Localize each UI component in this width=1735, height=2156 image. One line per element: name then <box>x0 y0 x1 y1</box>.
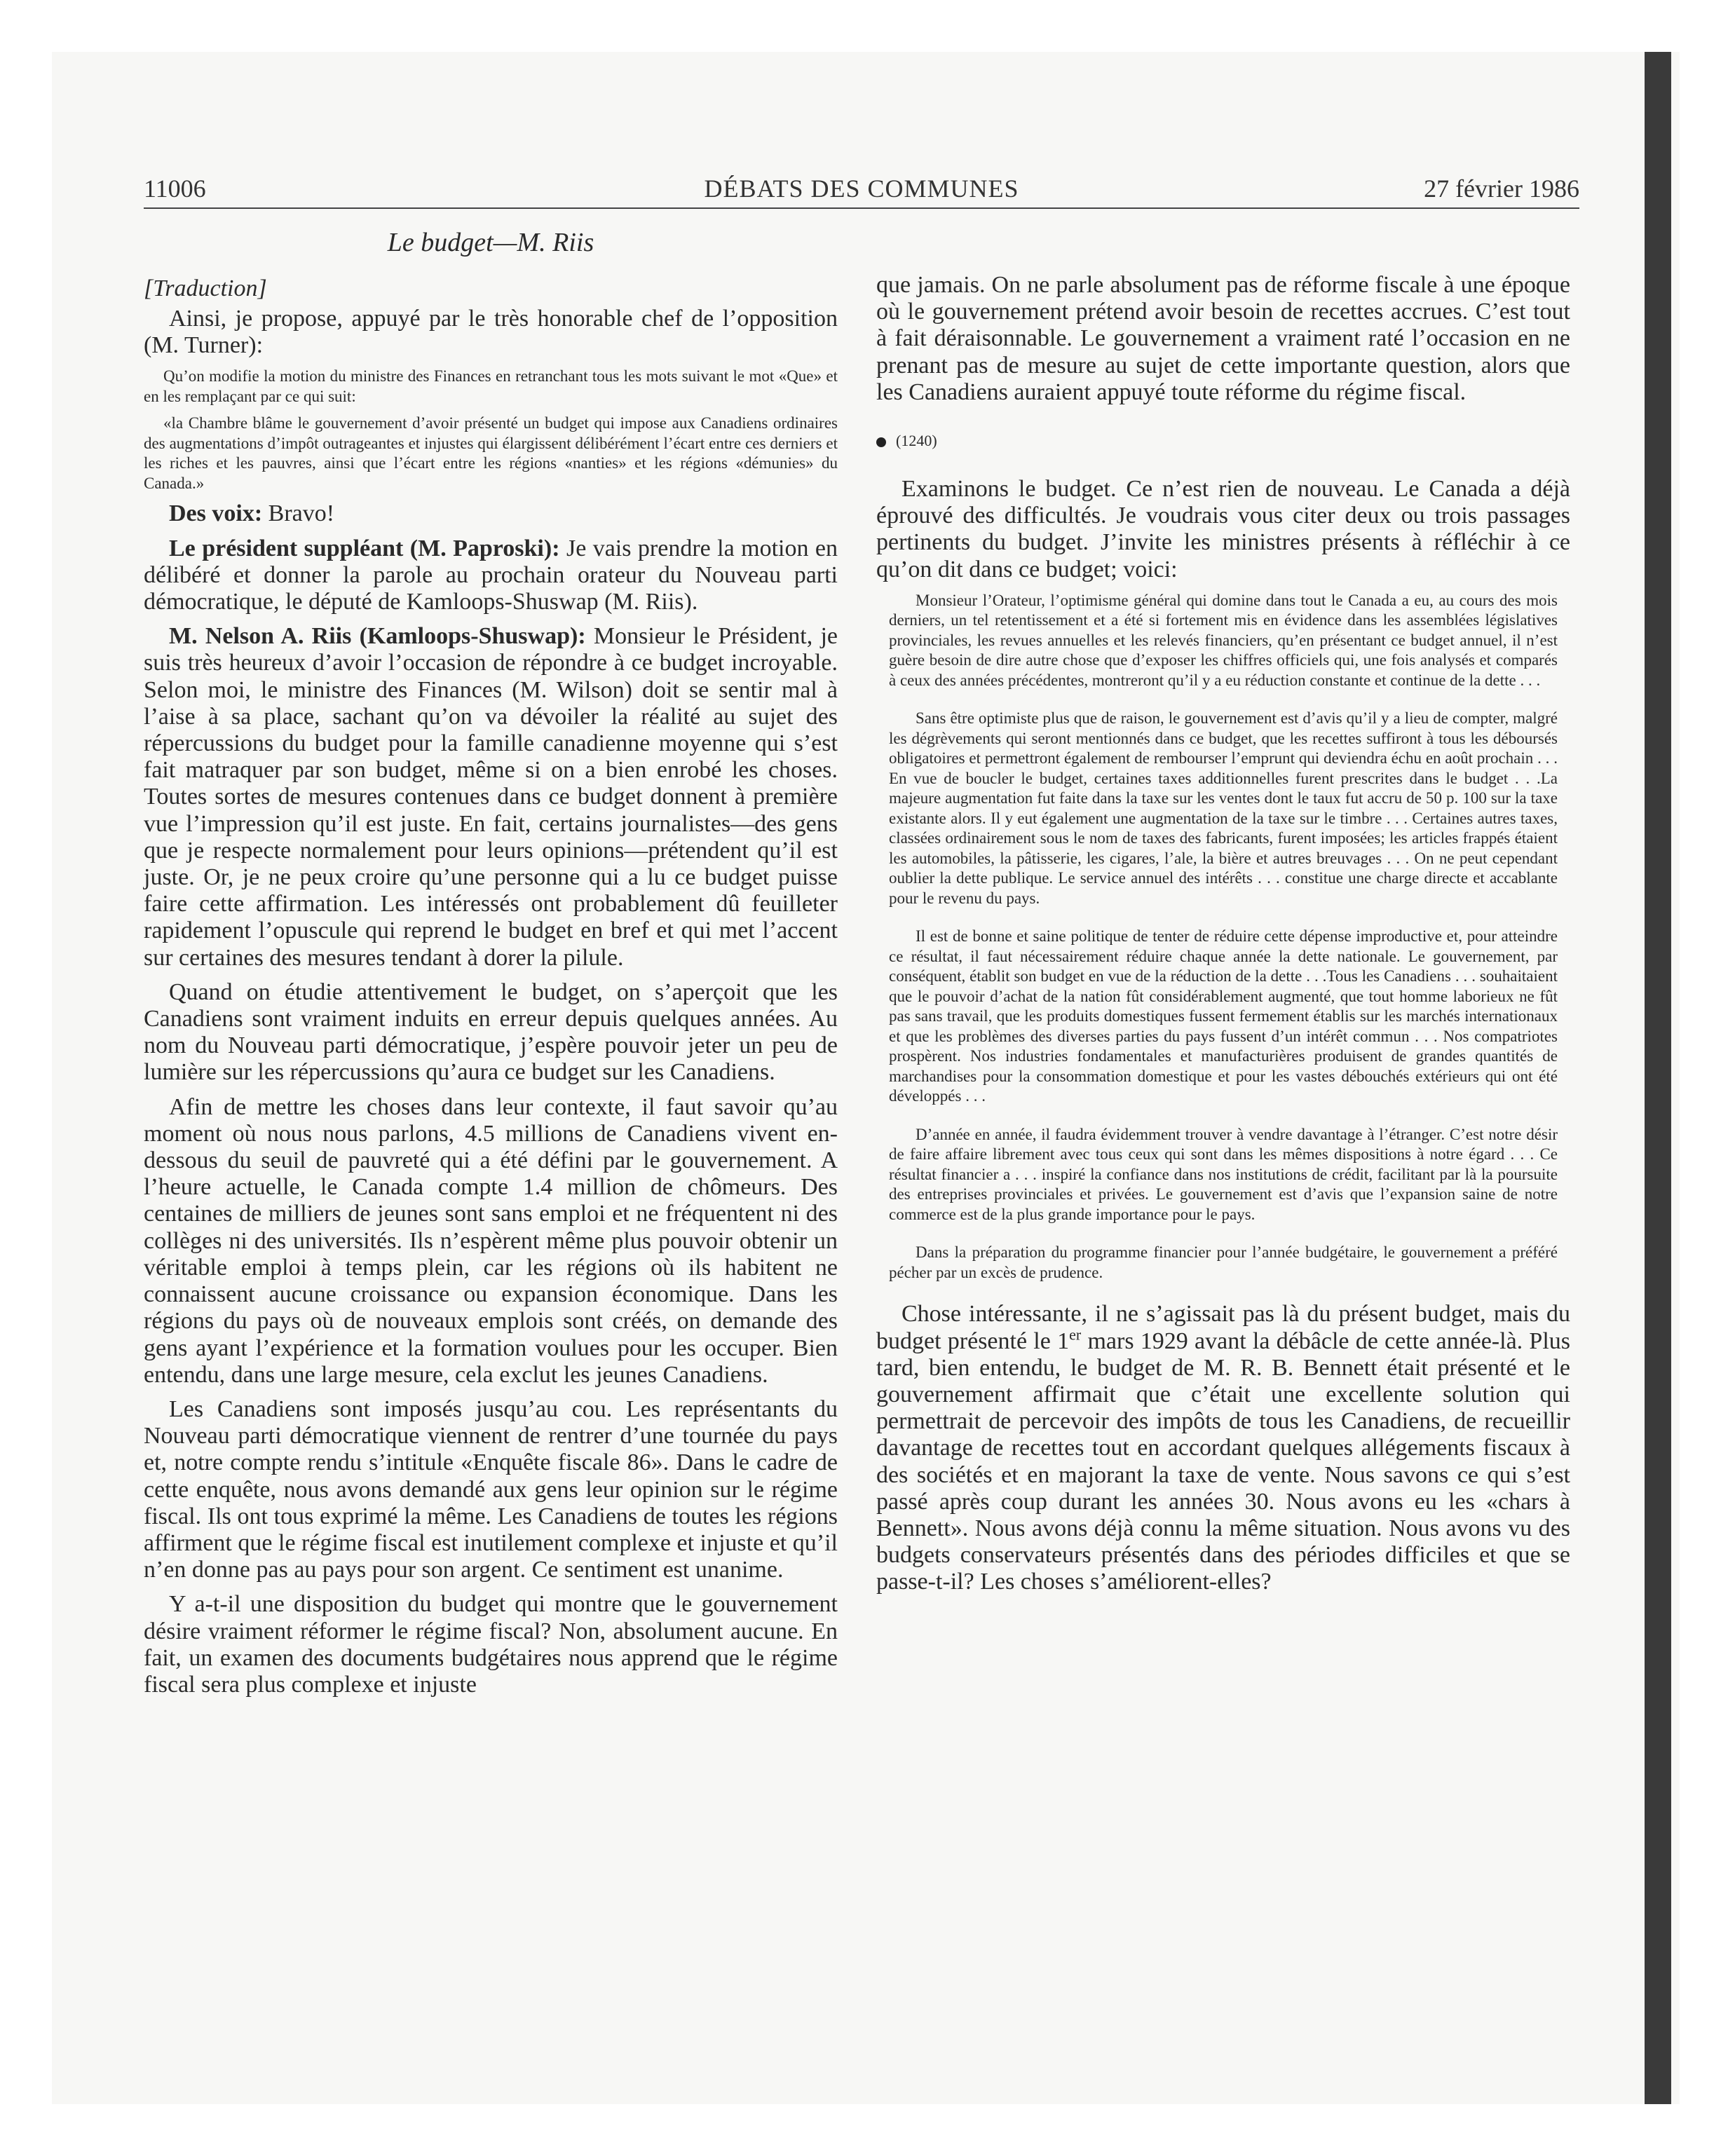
translation-tag: [Traduction] <box>144 275 267 301</box>
budget-quote: D’année en année, il faudra évidemment trouver à vendre davantage à l’étranger. C’est notre désir de faire affaire librement avec tous ceux qui sont dans les mêmes dispositions à notre égard . . . Ce résultat financier a . . . inspiré la confiance dans nos institutions de crédit, facilitant par là la poursuite des entreprises provinciales et privées. Le gouvernement est d’avis que l’expansion saine de notre commerce est de la plus grande importance pour le pays. <box>889 1125 1558 1223</box>
running-header <box>144 174 1579 207</box>
speech-text: Chose intéressante, il ne s’agissait pas là du présent budget, mais du budget présenté le 1 <box>876 1301 1570 1354</box>
right-column <box>876 272 1570 1604</box>
speech-paragraph: Y a-t-il une disposition du budget qui montre que le gouvernement désire vraiment réformer le régime fiscal? Non, absolument aucune. En fait, un examen des documents budgétaires nous apprend que le régime fiscal sera plus complexe et injuste <box>144 1591 838 1698</box>
budget-quote: Sans être optimiste plus que de raison, le gouvernement est d’avis qu’il y a lieu de compter, malgré les dégrèvements qui seront mentionnés dans ce budget, que les recettes suffiront à tous les déboursés obligatoires et permettront également de rembourser l’emprunt qui deviendra échu en août prochain . . . En vue de boucler le budget, certaines taxes additionnelles furent prescrites dans le budget . . .La majeure augmentation fut faite dans la taxe sur les ventes dont le taux fut accru de 50 p. 100 sur la taxe existante alors. Il y eut également une augmentation de la taxe sur le timbre . . . Certaines autres taxes, classées ordinairement sous le nom de taxes des fabricants, furent imposées; les articles frappés étaient les automobiles, la pâtisserie, les cigares, l’ale, la bière et autres breuvages . . . On ne peut cependant oublier la dette publique. Le service annuel des intérêts . . . constitue une charge directe et accablante pour le revenu du pays. <box>889 709 1558 907</box>
speech-text: mars 1929 avant la débâcle de cette année-là. Plus tard, bien entendu, le budget de M. R. B. Bennett était présenté et le gouvernement affirmait que c’était une excellente solution qui permettrait de percevoir des impôts de tous les Canadiens, de recueillir davantage de recettes tout en accordant quelques allégements fiscaux à des sociétés et en majorant la taxe de vente. Nous savons ce qui s’est passé après coup durant les années 30. Nous avons eu les «chars à Bennett». Nous avons déjà connu la même situation. Nous avons vu des budgets conservateurs présentés dans des périodes difficiles et que se passe-t-il? Les choses s’améliorent-elles? <box>876 1328 1570 1595</box>
page-date: 27 février 1986 <box>1424 175 1579 203</box>
budget-quote: Monsieur l’Orateur, l’optimisme général qui domine dans tout le Canada a eu, au cours des mois derniers, un tel retentissement et a été si fortement mis en évidence dans les assemblées législatives provinciales, les revues annuelles et les relevés financiers, qu’en présentant ce budget annuel, il n’est guère besoin de dire autre chose que d’exposer les chiffres officiels qui, une fois analysés et comparés à ceux des années précédentes, montreront qu’il y a eu réduction constante et continue de la dette . . . <box>889 591 1558 689</box>
motion-quote: «la Chambre blâme le gouvernement d’avoir présenté un budget qui impose aux Canadiens ordinaires des augmentations d’impôt outrageantes et injustes qui élargissent délibérément l’écart entre ces derniers et les riches et les pauvres, ainsi que l’écart entre les régions «nanties» et les régions «démunies» du Canada.» <box>144 414 838 492</box>
speech-text: Bravo! <box>262 500 335 527</box>
speech-text: Monsieur le Président, je suis très heureux d’avoir l’occasion de répondre à ce budget incroyable. Selon moi, le ministre des Finances (M. Wilson) doit se sentir mal à l’aise à sa place, sachant qu’on va dévoiler la réalité au sujet des répercussions du budget pour la famille canadienne moyenne qui s’est fait matraquer par son budget, même si on a bien enrobé les choses. Toutes sortes de mesures contenues dans ce budget donnent à première vue l’impression qu’il est juste. En fait, certains journalistes—des gens que je respecte normalement pour leurs opinions—prétendent qu’il est juste. Or, je ne peux croire qu’une personne qui a lu ce budget puisse faire cette affirmation. Les intéressés ont probablement dû feuilleter rapidement l’opuscule qui reprend le budget en bref et qui met l’accent sur certaines des mesures tendant à dorer la pilule. <box>144 623 838 971</box>
header-rule <box>144 207 1579 209</box>
speech-paragraph <box>144 535 838 616</box>
budget-quote: Dans la préparation du programme financier pour l’année budgétaire, le gouvernement a préféré pécher par un excès de prudence. <box>889 1243 1558 1281</box>
speaker-name: M. Nelson A. Riis (Kamloops-Shuswap): <box>169 623 586 650</box>
section-title: Le budget—M. Riis <box>387 228 594 257</box>
speech-paragraph: que jamais. On ne parle absolument pas de réforme fiscale à une époque où le gouvernement prétend avoir besoin de recettes accrues. C’est tout à fait déraisonnable. Le gouvernement a vraiment raté l’occasion en ne prenant pas de mesure au sujet de cette importante question, alors que les Canadiens auraient appuyé toute réforme du régime fiscal. <box>876 272 1570 405</box>
motion-quote: Qu’on modifie la motion du ministre des Finances en retranchant tous les mots suivant le mot «Que» et en les remplaçant par ce qui suit: <box>144 367 838 405</box>
speech-paragraph <box>876 1301 1570 1595</box>
superscript: er <box>1069 1325 1082 1344</box>
left-column <box>144 226 838 1706</box>
time-marker-text: (1240) <box>896 432 937 450</box>
speech-paragraph: Afin de mettre les choses dans leur contexte, il faut savoir qu’au moment où nous nous parlons, 4.5 millions de Canadiens vivent en-dessous du seuil de pauvreté qui a été défini par le gouvernement. A l’heure actuelle, le Canada compte 1.4 million de chômeurs. Des centaines de milliers de jeunes sont sans emploi et ne fréquentent ni des collèges ni des universités. Ils n’espèrent même plus pouvoir obtenir un véritable emploi à temps plein, car les régions où ils habitent ne connaissent aucune croissance ou expansion économique. Dans les régions du pays où de nouveaux emplois sont créés, on demande des gens ayant l’expérience et la formation voulues pour les occuper. Bien entendu, dans une large mesure, cela exclut les jeunes Canadiens. <box>144 1093 838 1388</box>
speech-paragraph <box>144 500 838 527</box>
speech-text: Je vais prendre la motion en délibéré et donner la parole au prochain orateur du Nouveau parti démocratique, le député de Kamloops-Shuswap (M. Riis). <box>144 535 838 615</box>
motion-intro: Ainsi, je propose, appuyé par le très honorable chef de l’opposition (M. Turner): <box>144 306 838 359</box>
scan-edge-bar <box>1645 52 1671 2104</box>
page-number: 11006 <box>144 175 206 203</box>
time-marker <box>876 431 1570 451</box>
speech-paragraph: Les Canadiens sont imposés jusqu’au cou. Les représentants du Nouveau parti démocratique viennent de rentrer d’une tournée du pays et, notre compte rendu s’intitule «Enquête fiscale 86». Dans le cadre de cette enquête, nous avons demandé aux gens leur opinion sur le régime fiscal. Ils ont tous exprimé la même. Les Canadiens de toutes les régions affirment que le régime fiscal est inutilement complexe et injuste et qu’il n’en donne pas au pays pour son argent. Ce sentiment est unanime. <box>144 1396 838 1583</box>
publication-title: DÉBATS DES COMMUNES <box>704 175 1019 203</box>
speaker-name: Le président suppléant <box>169 535 404 561</box>
speech-paragraph: Quand on étudie attentivement le budget, on s’aperçoit que les Canadiens sont vraiment induits en erreur depuis quelques années. Au nom du Nouveau parti démocratique, j’espère pouvoir jeter un peu de lumière sur les répercussions qu’aura ce budget sur les Canadiens. <box>144 978 838 1086</box>
budget-quote: Il est de bonne et saine politique de tenter de réduire cette dépense improductive et, pour atteindre ce résultat, il faut nécessairement réduire chaque année la dette nationale. Le gouvernement, par conséquent, établit son budget en vue de la réduction de la dette . . .Tous les Canadiens . . . souhaitaient que le pouvoir d’achat de la nation fût considérablement augmenté, que tout homme laborieux ne fût pas sans travail, que les produits domestiques fussent fermement établis sur les marchés internationaux et que les problèmes des diverses parties du pays fussent d’un intérêt commun . . . Nos compatriotes prospèrent. Nos industries fondamentales et manufacturières produisent de grandes quantités de marchandises pour la consommation domestique et pour les vastes débouchés extérieurs qui ont été développés . . . <box>889 927 1558 1105</box>
speech-paragraph <box>144 623 838 971</box>
speaker-name: Des voix: <box>169 500 263 527</box>
speaker-name: (M. Paproski): <box>403 535 560 561</box>
bullet-icon <box>876 437 886 447</box>
speech-paragraph: Examinons le budget. Ce n’est rien de nouveau. Le Canada a déjà éprouvé des difficultés. Je voudrais vous citer deux ou trois passages pertinents du budget. J’invite les ministres présents à réfléchir à ce qu’on dit dans ce budget; voici: <box>876 476 1570 582</box>
